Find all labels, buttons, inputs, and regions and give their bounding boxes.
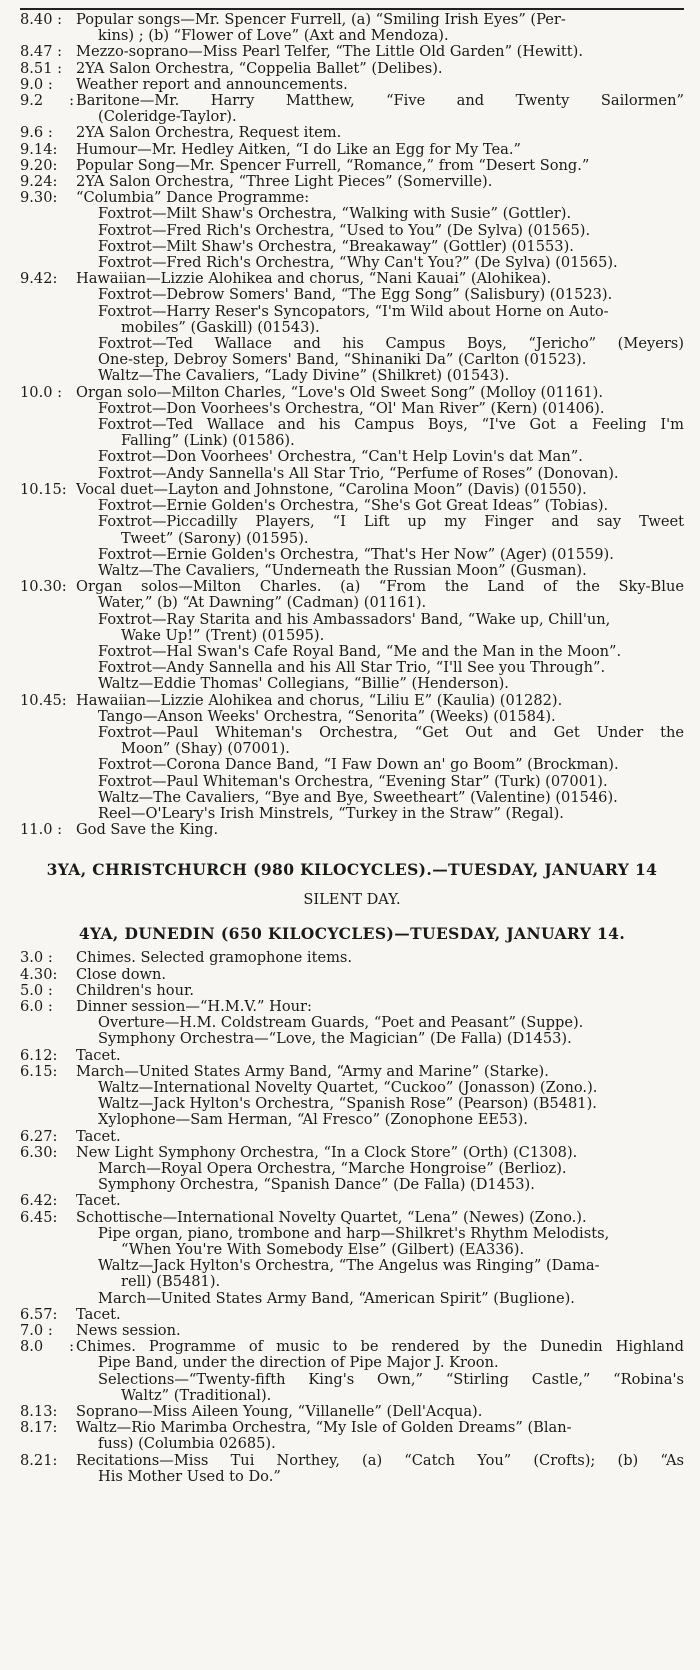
entry-text: Wake Up!” (Trent) (01595). [121,626,325,644]
entry-text: His Mother Used to Do.” [98,1467,281,1485]
entry-text: Chimes. Programme of music to be rendered by the Dunedin Highland [76,1338,684,1356]
entry-text: Tango—Anson Weeks' Orchestra, “Senorita” (Weeks) (01584). [98,707,556,725]
entry-time: 8.0 : [20,1338,74,1356]
programme-entry [20,1307,684,1323]
entry-text: Foxtrot—Hal Swan's Cafe Royal Band, “Me and the Man in the Moon”. [98,642,622,660]
entry-text: Organ solos—Milton Charles. (a) “From the Land of the Sky-Blue [76,578,684,596]
entry-text: Reel—O'Leary's Irish Minstrels, “Turkey in the Straw” (Regal). [98,804,564,822]
entry-text: Moon” (Shay) (07001). [121,740,290,758]
entry-text: Foxtrot—Fred Rich's Orchestra, “Why Can't You?” (De Sylva) (01565). [98,254,618,272]
entry-time: 8.40 : [20,11,63,28]
entry-continuation-line [20,531,684,547]
entry-line [20,1404,684,1420]
entry-text: News session. [76,1322,181,1340]
entry-continuation-line [20,336,684,352]
entry-text: fuss) (Columbia 02685). [98,1435,276,1453]
programme-entry [20,950,684,966]
entry-text: rell) (B5481). [121,1273,221,1291]
entry-text: Vocal duet—Layton and Johnstone, “Carolina Moon” (Davis) (01550). [76,480,587,498]
entry-time: 10.45: [20,691,67,709]
programme-entry [20,158,684,174]
entry-continuation-line [20,287,684,303]
station-3ya-subheading: SILENT DAY. [303,891,401,909]
entry-line [20,12,684,28]
entry-text: Hawaiian—Lizzie Alohikea and chorus, “Nani Kauai” (Alohikea). [76,270,552,288]
entry-line [20,190,684,206]
entry-continuation-line [20,1096,684,1112]
entry-line [20,1210,684,1226]
entry-time: 10.30: [20,578,67,596]
entry-continuation-line [20,433,684,449]
entry-continuation-line [20,547,684,563]
entry-continuation-line [20,757,684,773]
entry-continuation-line [20,790,684,806]
programme-entry [20,93,684,125]
entry-time: 9.2 : [20,92,74,110]
programme-entry [20,77,684,93]
entry-text: “When You're With Somebody Else” (Gilbert) (EA336). [121,1241,525,1259]
entry-text: Popular Song—Mr. Spencer Furrell, “Romance,” from “Desert Song.” [76,156,590,174]
entry-time: 6.42: [20,1192,58,1210]
entry-text: Tacet. [76,1192,121,1210]
entry-text: Waltz—The Cavaliers, “Lady Divine” (Shilkret) (01543). [98,367,510,385]
entry-line [20,1420,684,1436]
entry-time: 6.30: [20,1143,58,1161]
entry-time: 9.42: [20,270,58,288]
entry-text: Foxtrot—Corona Dance Band, “I Faw Down an' go Boom” (Brockman). [98,756,619,774]
entry-text: Mezzo-soprano—Miss Pearl Telfer, “The Little Old Garden” (Hewitt). [76,43,583,61]
entry-continuation-line [20,676,684,692]
entry-text: March—Royal Opera Orchestra, “Marche Hongroise” (Berlioz). [98,1160,567,1177]
entry-continuation-line [20,206,684,222]
programme-entry [20,12,684,44]
entry-line [20,1064,684,1080]
entry-time: 6.27: [20,1127,58,1145]
entry-continuation-line [20,1015,684,1031]
entry-continuation-line [20,1242,684,1258]
entry-continuation-line [20,1258,684,1274]
entry-line [20,1145,684,1161]
entry-continuation-line [20,320,684,336]
entry-text: Tweet” (Sarony) (01595). [121,529,309,547]
entry-text: Overture—H.M. Coldstream Guards, “Poet and Peasant” (Suppe). [98,1014,584,1032]
entry-continuation-line [20,1080,684,1096]
entry-text: 2YA Salon Orchestra, Request item. [76,124,342,142]
entry-line [20,983,684,999]
entry-line [20,125,684,141]
entry-continuation-line [20,725,684,741]
entry-text: kins) ; (b) “Flower of Love” (Axt and Mendoza). [98,27,449,45]
programme-2ya [20,12,684,838]
entry-text: Foxtrot—Debrow Somers' Band, “The Egg Song” (Salisbury) (01523). [98,286,613,304]
programme-entry [20,983,684,999]
entry-continuation-line [20,628,684,644]
entry-text: Children's hour. [76,981,194,999]
station-3ya-heading: 3YA, CHRISTCHURCH (980 KILOCYCLES).—TUESDAY, JANUARY 14 [46,860,658,880]
entry-text: Close down. [76,965,167,983]
entry-time: 6.0 : [20,997,53,1015]
entry-text: Tacet. [76,1305,121,1323]
entry-line [20,482,684,498]
entry-continuation-line [20,1291,684,1307]
entry-text: Foxtrot—Fred Rich's Orchestra, “Used to You” (De Sylva) (01565). [98,221,591,239]
entry-continuation-line [20,660,684,676]
entry-text: Soprano—Miss Aileen Young, “Villanelle” (Dell'Acqua). [76,1403,483,1421]
entry-continuation-line [20,709,684,725]
entry-line [20,174,684,190]
programme-entry [20,1193,684,1209]
entry-continuation-line [20,1112,684,1128]
entry-text: One-step, Debroy Somers' Band, “Shinaniki Da” (Carlton (01523). [98,351,587,369]
entry-continuation-line [20,595,684,611]
entry-time: 8.21: [20,1451,58,1469]
entry-text: Chimes. Selected gramophone items. [76,949,353,967]
entry-text: Waltz—Eddie Thomas' Collegians, “Billie” (Henderson). [98,675,509,693]
entry-text: Humour—Mr. Hedley Aitken, “I do Like an Egg for My Tea.” [76,140,521,158]
entry-text: Pipe organ, piano, trombone and harp—Shilkret's Rhythm Melodists, [98,1224,610,1242]
entry-time: 5.0 : [20,981,53,999]
entry-text: Weather report and announcements. [76,75,348,93]
entry-time: 6.57: [20,1305,58,1323]
entry-time: 9.6 : [20,124,53,142]
entry-continuation-line [20,806,684,822]
entry-continuation-line [20,514,684,530]
entry-continuation-line [20,1355,684,1371]
top-rule [20,8,684,10]
entry-time: 3.0 : [20,949,53,967]
entry-line [20,1323,684,1339]
entry-text: Waltz—Jack Hylton's Orchestra, “Spanish Rose” (Pearson) (B5481). [98,1095,597,1113]
entry-text: Waltz” (Traditional). [121,1386,272,1404]
entry-continuation-line [20,417,684,433]
entry-continuation-line [20,449,684,465]
entry-line [20,579,684,595]
entry-time: 8.47 : [20,43,63,61]
programme-entry [20,1323,684,1339]
entry-text: Foxtrot—Ernie Golden's Orchestra, “That's Her Now” (Ager) (01559). [98,545,614,563]
entry-time: 4.30: [20,965,58,983]
programme-entry [20,1129,684,1145]
entry-time: 9.20: [20,156,58,174]
programme-entry [20,1048,684,1064]
entry-time: 9.0 : [20,75,53,93]
entry-text: Water,” (b) “At Dawning” (Cadman) (01161). [98,594,427,612]
entry-time: 10.0 : [20,383,63,401]
station-4ya-heading: 4YA, DUNEDIN (650 KILOCYCLES)—TUESDAY, JANUARY 14. [78,924,626,944]
entry-line [20,1129,684,1145]
entry-text: Foxtrot—Milt Shaw's Orchestra, “Breakaway” (Gottler) (01553). [98,237,574,255]
entry-line [20,1453,684,1469]
programme-entry [20,1453,684,1485]
entry-line [20,1307,684,1323]
entry-continuation-line [20,1031,684,1047]
entry-time: 10.15: [20,480,67,498]
programme-entry [20,61,684,77]
entry-text: Falling” (Link) (01586). [121,432,295,450]
entry-continuation-line [20,223,684,239]
entry-continuation-line [20,466,684,482]
entry-time: 6.45: [20,1208,58,1226]
entry-time: 9.14: [20,140,58,158]
entry-text: Selections—“Twenty-fifth King's Own,” “Stirling Castle,” “Robina's [98,1370,684,1388]
entry-text: Waltz—Jack Hylton's Orchestra, “The Angelus was Ringing” (Dama- [98,1257,600,1275]
entry-time: 8.13: [20,1403,58,1421]
entry-continuation-line [20,1372,684,1388]
entry-continuation-line [20,563,684,579]
entry-continuation-line [20,1469,684,1485]
entry-line [20,385,684,401]
programme-entry [20,1210,684,1307]
entry-text: March—United States Army Band, “American Spirit” (Buglione). [98,1289,575,1307]
entry-text: March—United States Army Band, “Army and Marine” (Starke). [76,1062,549,1080]
entry-continuation-line [20,1436,684,1452]
entry-continuation-line [20,109,684,125]
entry-text: 2YA Salon Orchestra, “Three Light Pieces” (Somerville). [76,173,493,191]
entry-text: Foxtrot—Paul Whiteman's Orchestra, “Get Out and Get Under the [98,723,684,741]
entry-text: 2YA Salon Orchestra, “Coppelia Ballet” (Delibes). [76,59,443,77]
entry-continuation-line [20,368,684,384]
entry-line [20,1339,684,1355]
entry-text: “Columbia” Dance Programme: [76,189,310,207]
entry-text: Foxtrot—Ted Wallace and his Campus Boys, “I've Got a Feeling I'm [98,416,684,434]
entry-continuation-line [20,612,684,628]
entry-continuation-line [20,239,684,255]
entry-continuation-line [20,741,684,757]
entry-text: Schottische—International Novelty Quartet, “Lena” (Newes) (Zono.). [76,1208,587,1226]
entry-line [20,158,684,174]
entry-line [20,1193,684,1209]
entry-line [20,822,684,838]
entry-text: Foxtrot—Ernie Golden's Orchestra, “She's Got Great Ideas” (Tobias). [98,497,609,515]
entry-text: Organ solo—Milton Charles, “Love's Old Sweet Song” (Molloy (01161). [76,383,603,401]
programme-entry [20,385,684,482]
programme-entry [20,1420,684,1452]
entry-text: Waltz—The Cavaliers, “Underneath the Russian Moon” (Gusman). [98,561,587,579]
entry-text: Foxtrot—Don Voorhees's Orchestra, “Ol' Man River” (Kern) (01406). [98,399,605,417]
entry-line [20,967,684,983]
entry-line [20,93,684,109]
entry-line [20,77,684,93]
entry-text: Foxtrot—Piccadilly Players, “I Lift up my Finger and say Tweet [98,513,684,531]
entry-time: 8.51 : [20,59,63,77]
entry-line [20,142,684,158]
programme-entry [20,693,684,823]
entry-continuation-line [20,304,684,320]
entry-text: mobiles” (Gaskill) (01543). [121,318,320,336]
entry-text: Waltz—International Novelty Quartet, “Cuckoo” (Jonasson) (Zono.). [98,1078,598,1096]
entry-continuation-line [20,28,684,44]
entry-time: 9.30: [20,189,58,207]
entry-time: 7.0 : [20,1322,53,1340]
entry-continuation-line [20,1161,684,1177]
entry-text: New Light Symphony Orchestra, “In a Clock Store” (Orth) (C1308). [76,1143,578,1161]
entry-text: Tacet. [76,1046,121,1064]
entry-continuation-line [20,352,684,368]
entry-text: Dinner session—“H.M.V.” Hour: [76,997,312,1015]
entry-continuation-line [20,255,684,271]
entry-continuation-line [20,1274,684,1290]
entry-continuation-line [20,498,684,514]
programme-entry [20,482,684,579]
programme-entry [20,822,684,838]
entry-text: God Save the King. [76,821,219,839]
entry-text: Foxtrot—Milt Shaw's Orchestra, “Walking with Susie” (Gottler). [98,205,572,223]
entry-time: 6.15: [20,1062,58,1080]
entry-text: (Coleridge-Taylor). [98,108,237,126]
entry-text: Recitations—Miss Tui Northey, (a) “Catch You” (Crofts); (b) “As [76,1451,684,1469]
entry-line [20,693,684,709]
entry-text: Xylophone—Sam Herman, “Al Fresco” (Zonophone EE53). [98,1111,528,1129]
entry-text: Symphony Orchestra—“Love, the Magician” (De Falla) (D1453). [98,1030,572,1048]
programme-entry [20,190,684,271]
entry-time: 11.0 : [20,821,63,839]
programme-entry [20,1064,684,1129]
entry-continuation-line [20,644,684,660]
entry-continuation-line [20,401,684,417]
entry-time: 8.17: [20,1419,58,1437]
entry-text: Foxtrot—Ray Starita and his Ambassadors' Band, “Wake up, Chill'un, [98,610,611,628]
programme-entry [20,999,684,1048]
entry-text: Baritone—Mr. Harry Matthew, “Five and Twenty Sailormen” [76,92,684,110]
entry-continuation-line [20,1177,684,1193]
programme-entry [20,967,684,983]
entry-text: Hawaiian—Lizzie Alohikea and chorus, “Liliu E” (Kaulia) (01282). [76,691,563,709]
entry-text: Foxtrot—Don Voorhees' Orchestra, “Can't Help Lovin's dat Man”. [98,448,583,466]
programme-entry [20,271,684,384]
entry-line [20,61,684,77]
programme-entry [20,174,684,190]
programme-entry [20,1404,684,1420]
entry-text: Foxtrot—Ted Wallace and his Campus Boys, “Jericho” (Meyers) [98,335,684,353]
entry-text: Popular songs—Mr. Spencer Furrell, (a) “Smiling Irish Eyes” (Per- [76,11,566,28]
entry-continuation-line [20,1388,684,1404]
entry-text: Pipe Band, under the direction of Pipe Major J. Kroon. [98,1354,499,1372]
entry-line [20,999,684,1015]
programme-entry [20,44,684,60]
entry-text: Foxtrot—Paul Whiteman's Orchestra, “Evening Star” (Turk) (07001). [98,772,608,790]
entry-line [20,1048,684,1064]
entry-time: 9.24: [20,173,58,191]
entry-text: Symphony Orchestra, “Spanish Dance” (De Falla) (D1453). [98,1176,535,1194]
entry-text: Foxtrot—Harry Reser's Syncopators, “I'm Wild about Horne on Auto- [98,302,609,320]
programme-4ya [20,950,684,1485]
programme-entry [20,125,684,141]
entry-line [20,44,684,60]
programme-entry [20,579,684,692]
entry-continuation-line [20,1226,684,1242]
programme-entry [20,142,684,158]
entry-time: 6.12: [20,1046,58,1064]
entry-text: Waltz—The Cavaliers, “Bye and Bye, Sweetheart” (Valentine) (01546). [98,788,618,806]
entry-text: Foxtrot—Andy Sannella's All Star Trio, “Perfume of Roses” (Donovan). [98,464,619,482]
entry-text: Waltz—Rio Marimba Orchestra, “My Isle of Golden Dreams” (Blan- [76,1419,572,1437]
programme-entry [20,1145,684,1194]
entry-line [20,271,684,287]
entry-continuation-line [20,774,684,790]
entry-text: Foxtrot—Andy Sannella and his All Star Trio, “I'll See you Through”. [98,659,606,677]
programme-entry [20,1339,684,1404]
entry-line [20,950,684,966]
entry-text: Tacet. [76,1127,121,1145]
